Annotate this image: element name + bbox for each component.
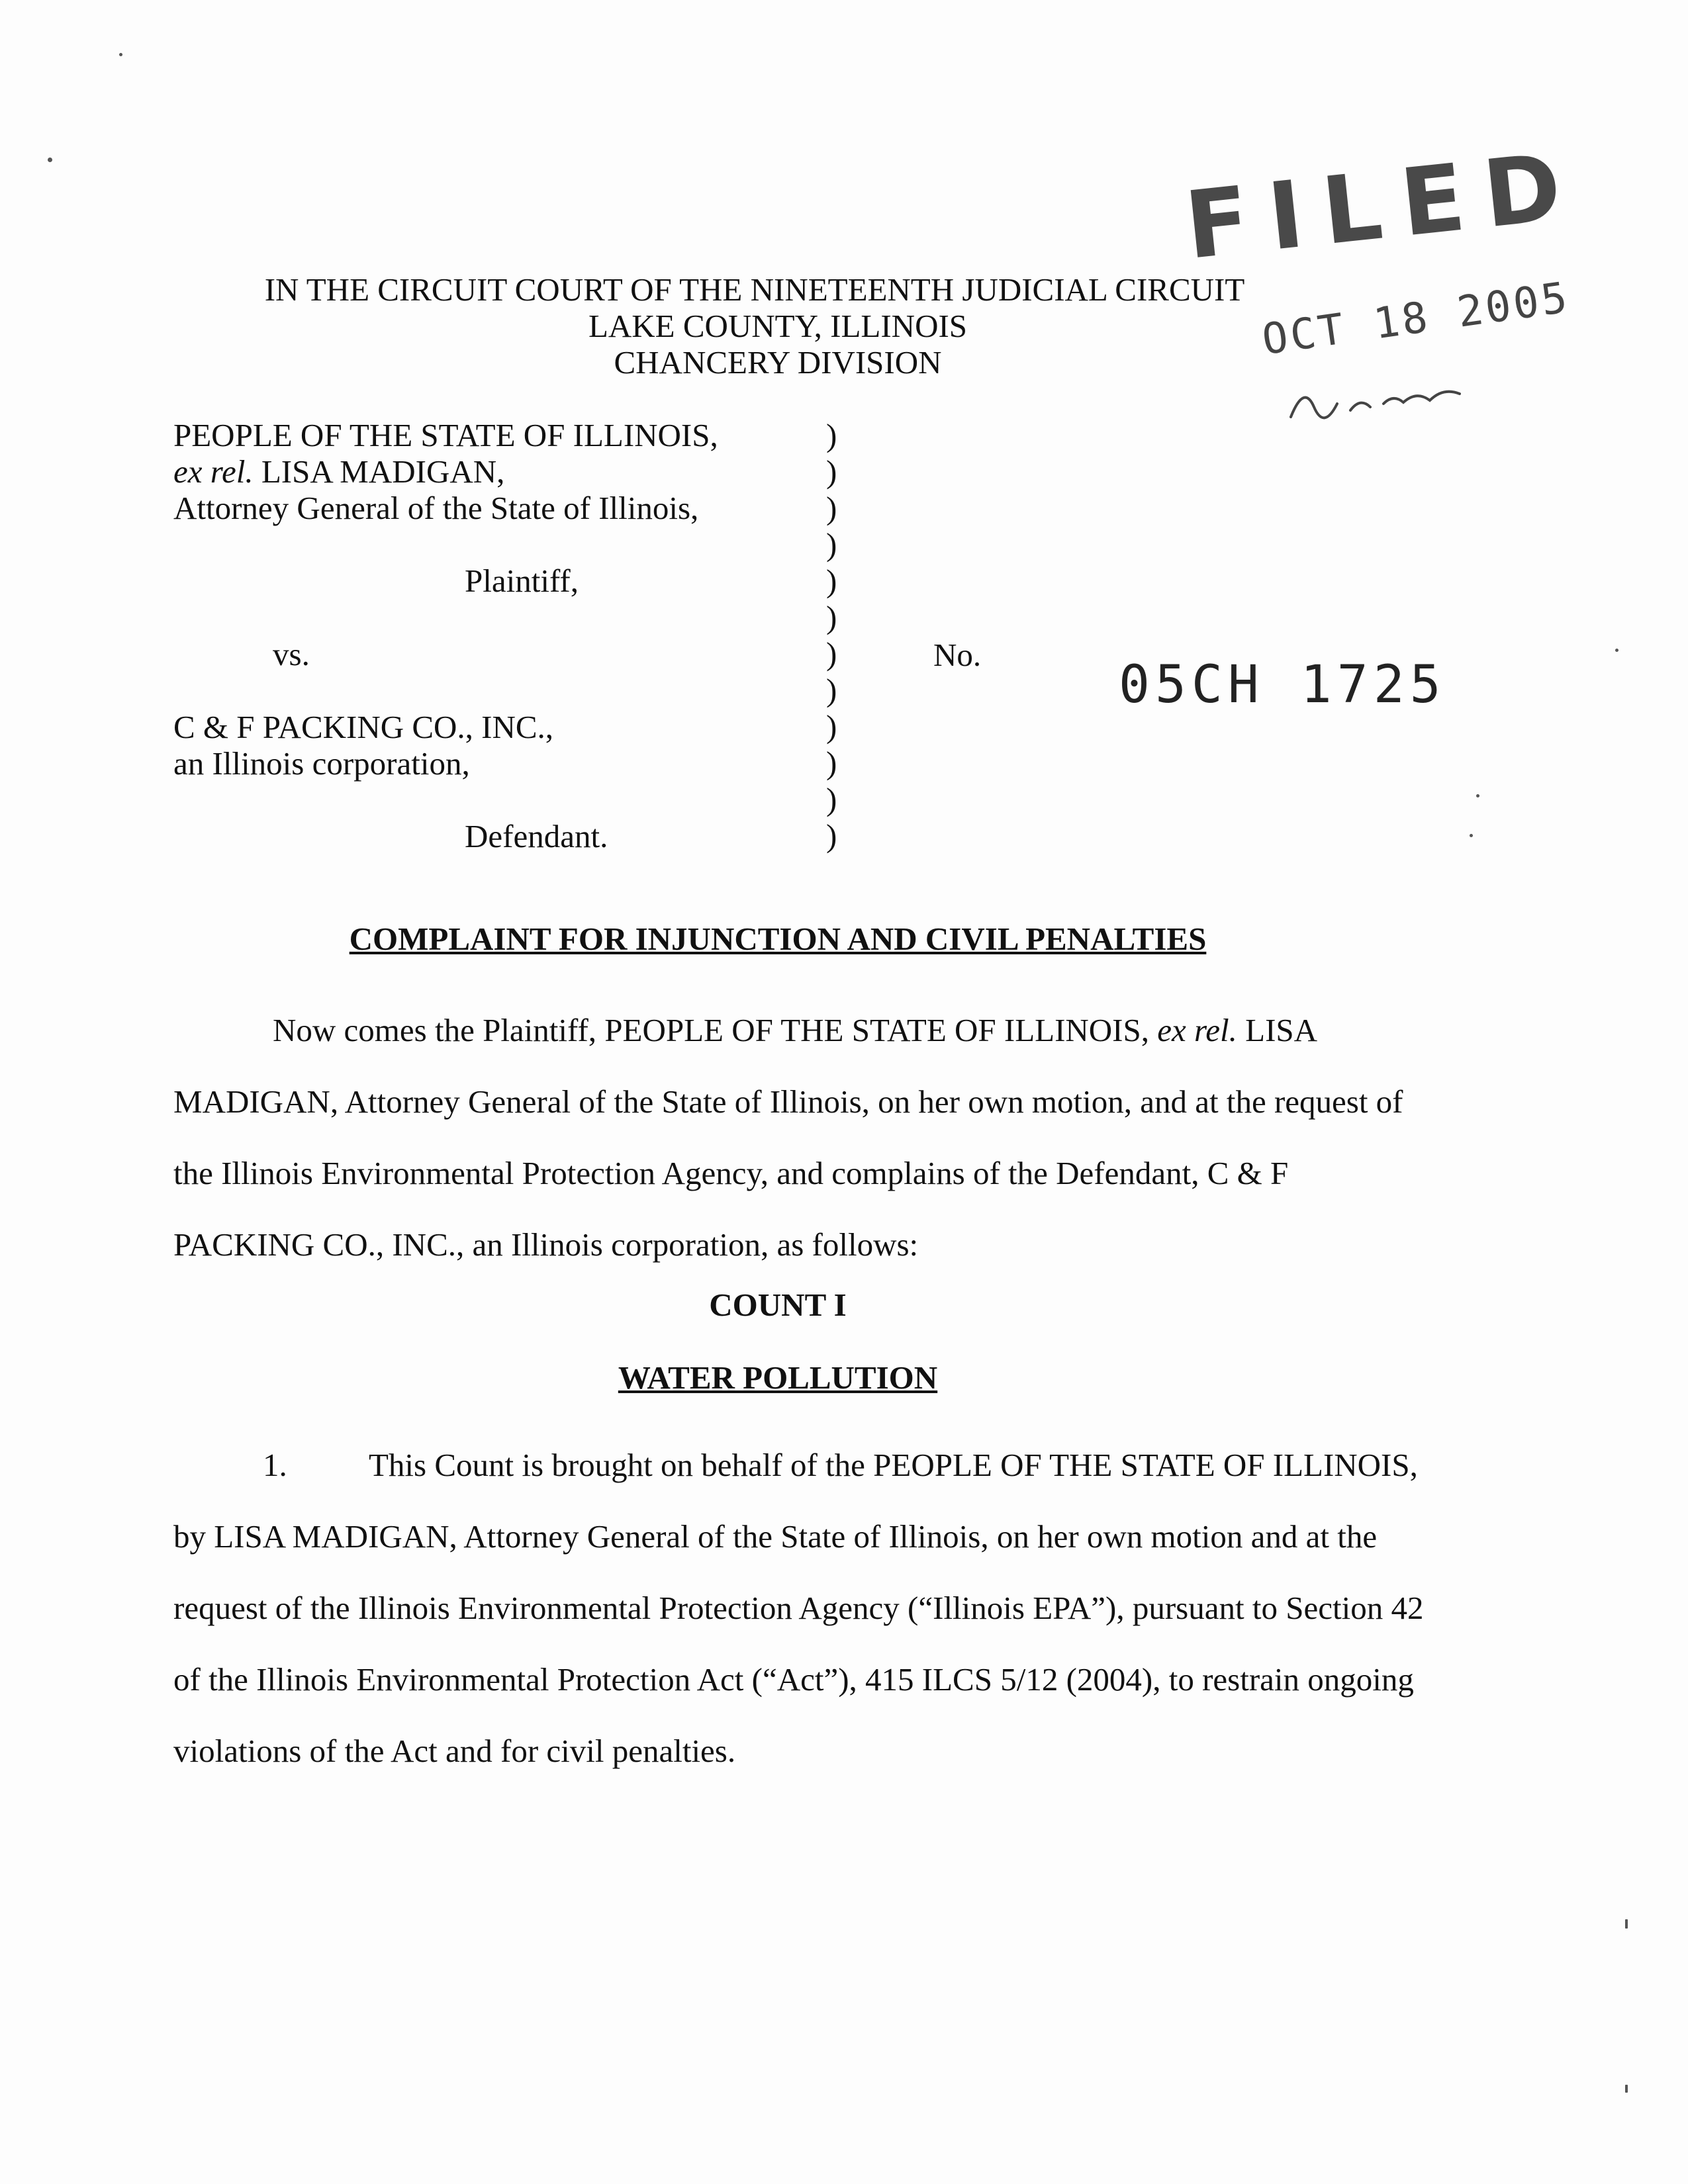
case-number-label: No. (933, 637, 982, 673)
scan-speck (1476, 794, 1479, 797)
plaintiff-title: Attorney General of the State of Illinois, (173, 490, 699, 526)
intro-line-2: MADIGAN, Attorney General of the State of Illinois, on her own motion, and at the request of (173, 1083, 1403, 1120)
caption-parentheses (826, 417, 837, 854)
court-name: IN THE CIRCUIT COURT OF THE NINETEENTH JUDICIAL CIRCUIT (264, 271, 1245, 308)
document-title (0, 920, 1688, 958)
paragraph-1-line-4: of the Illinois Environmental Protection Act (“Act”), 415 ILCS 5/12 (2004), to restrain ongoing (173, 1661, 1414, 1698)
paragraph-1 (173, 1430, 1431, 1800)
intro-line-1: Now comes the Plaintiff, PEOPLE OF THE STATE OF ILLINOIS, ex rel. LISA (273, 1012, 1318, 1048)
paren: ) (826, 453, 837, 490)
count-heading (0, 1286, 1688, 1324)
filed-stamp-date: OCT 18 2005 (1259, 273, 1573, 365)
defendant-name: C & F PACKING CO., INC., (173, 709, 554, 745)
scan-speck (48, 158, 52, 162)
court-division: CHANCERY DIVISION (614, 344, 942, 381)
paren: ) (826, 599, 837, 635)
court-header (0, 271, 1688, 381)
intro-paragraph (173, 995, 1431, 1286)
paragraph-1-line-5: violations of the Act and for civil penalties. (173, 1733, 736, 1769)
scan-speck (1615, 649, 1618, 652)
paren: ) (826, 745, 837, 781)
court-county: LAKE COUNTY, ILLINOIS (588, 308, 968, 344)
paragraph-1-line-3: request of the Illinois Environmental Protection Agency (“Illinois EPA”), pursuant to Section 42 (173, 1590, 1424, 1626)
paren: ) (826, 563, 837, 599)
intro-line-3: the Illinois Environmental Protection Agency, and complains of the Defendant, C & F (173, 1155, 1289, 1191)
paren: ) (826, 417, 837, 453)
scan-speck (1625, 1919, 1628, 1929)
case-number: 05CH 1725 (1119, 655, 1446, 715)
defendant-description: an Illinois corporation, (173, 745, 470, 782)
paragraph-1-line-2: by LISA MADIGAN, Attorney General of the State of Illinois, on her own motion and at the (173, 1518, 1378, 1555)
paragraph-number: 1. (263, 1447, 287, 1483)
plaintiff-role: Plaintiff, (465, 563, 579, 599)
count-subheading (0, 1359, 1688, 1396)
paren: ) (826, 490, 837, 526)
plaintiff-ex-rel: ex rel. LISA MADIGAN, (173, 453, 505, 490)
scan-speck (119, 53, 122, 56)
paren: ) (826, 781, 837, 817)
scan-speck (1470, 834, 1473, 837)
intro-line-4: PACKING CO., INC., an Illinois corporation, as follows: (173, 1226, 919, 1263)
paragraph-1-line-1: This Count is brought on behalf of the PEOPLE OF THE STATE OF ILLINOIS, (369, 1447, 1418, 1483)
paren: ) (826, 708, 837, 745)
versus-label: vs. (273, 636, 310, 672)
paren: ) (826, 672, 837, 708)
count-subheading-text: WATER POLLUTION (618, 1359, 938, 1396)
document-title-text: COMPLAINT FOR INJUNCTION AND CIVIL PENALTIES (349, 921, 1207, 957)
filed-stamp: FILED (1180, 132, 1586, 281)
paren: ) (826, 635, 837, 672)
paren: ) (826, 817, 837, 854)
paren: ) (826, 526, 837, 563)
count-heading-text: COUNT I (709, 1287, 847, 1323)
scan-speck (1625, 2085, 1628, 2093)
plaintiff-name: PEOPLE OF THE STATE OF ILLINOIS, (173, 417, 718, 453)
defendant-role: Defendant. (465, 818, 608, 854)
